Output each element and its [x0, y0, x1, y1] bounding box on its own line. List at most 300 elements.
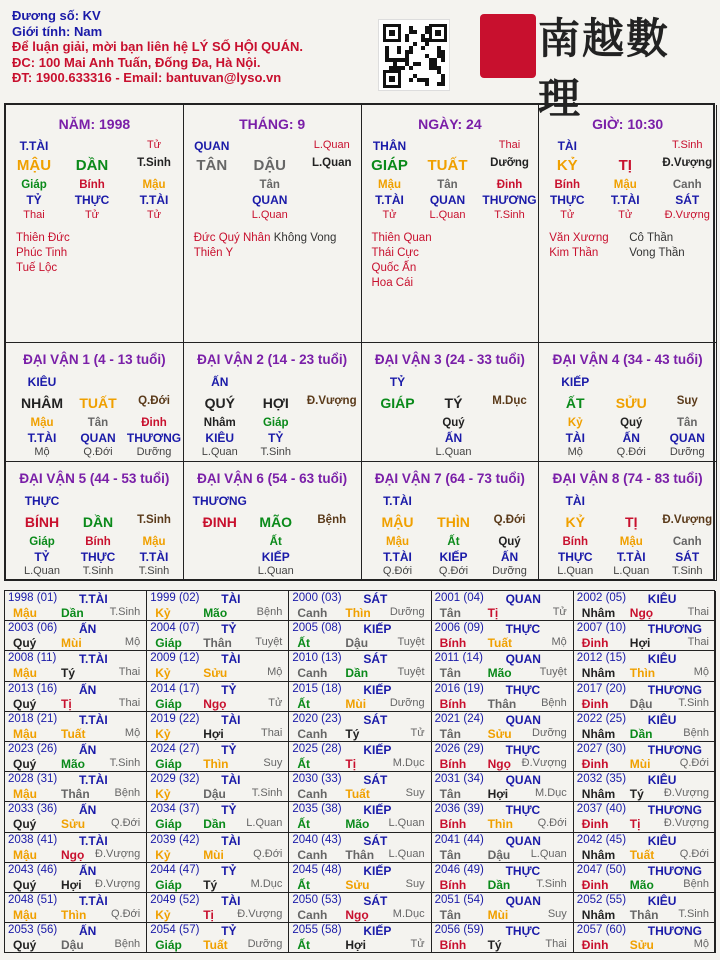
year-stem: Tân	[439, 787, 461, 802]
year-branch: Sửu	[345, 877, 370, 892]
year-life: Dưỡng	[532, 726, 567, 739]
year-life: Tử	[268, 696, 283, 709]
year-branch: Tị	[629, 817, 641, 832]
year-cell	[147, 712, 289, 742]
year-stem: Quý	[13, 696, 37, 711]
daivan-stem-1: Tân	[87, 417, 109, 429]
daivan-mid-1: TÝ	[444, 395, 463, 411]
year-cell	[5, 682, 147, 712]
year-stem: Kỷ	[155, 787, 171, 802]
phone-email-line: ĐT: 1900.633316 - Email: bantuvan@lyso.vn	[12, 70, 282, 85]
daivan-title: ĐẠI VẬN 1 (4 - 13 tuổi)	[23, 352, 166, 367]
star-list	[194, 231, 284, 261]
year-life: Q.Đới	[110, 908, 141, 920]
star: Tuế Lộc	[16, 262, 58, 274]
year-stem: Bính	[439, 817, 467, 832]
year-cell	[147, 802, 289, 832]
year-cell	[432, 591, 574, 621]
daivan-title: ĐẠI VẬN 5 (44 - 53 tuổi)	[19, 471, 170, 486]
year-god: THỰC	[505, 743, 541, 757]
pillar-mid-1: DẬU	[253, 157, 286, 174]
daivan-title: ĐẠI VẬN 3 (24 - 33 tuổi)	[374, 352, 525, 367]
year-cell	[574, 833, 716, 863]
year-label: 2006 (09)	[434, 622, 484, 635]
year-life: T.Sinh	[109, 757, 141, 769]
pillar-god-0: TỶ	[26, 193, 42, 207]
year-label: 2025 (28)	[292, 743, 342, 755]
year-stem: Kỷ	[155, 606, 171, 620]
year-branch: Thìn	[345, 606, 371, 620]
year-label: 2052 (55)	[576, 894, 627, 906]
pillar-2	[362, 105, 540, 343]
year-stem: Canh	[297, 847, 328, 862]
year-god: KIÊU	[647, 652, 677, 667]
year-life: Q.Đới	[110, 817, 141, 830]
daivan-title: ĐẠI VẬN 7 (64 - 73 tuổi)	[374, 471, 525, 486]
year-label: 1998 (01)	[8, 592, 58, 604]
year-stem: Tân	[439, 908, 461, 922]
year-branch: Sửu	[61, 817, 86, 832]
year-life: Tuyệt	[397, 636, 425, 649]
year-cell	[574, 712, 716, 742]
daivan-stem-1: Bính	[85, 536, 111, 548]
year-life: Suy	[405, 787, 425, 800]
year-stem: Ất	[297, 696, 311, 711]
daivan-6	[362, 462, 540, 581]
year-god: TÀI	[221, 712, 241, 727]
year-label: 2050 (53)	[292, 894, 342, 906]
year-god: TỶ	[221, 863, 237, 878]
pillar-mid-2: T.Sinh	[137, 157, 171, 169]
pillar-1	[184, 105, 362, 343]
daivan-god-1: TỶ	[268, 431, 284, 445]
year-branch: Thân	[629, 908, 659, 922]
year-stem: Nhâm	[581, 726, 616, 741]
year-god: THỰC	[505, 924, 541, 939]
year-branch: Thìn	[61, 908, 87, 922]
pillar-stem-1: Bính	[79, 179, 105, 191]
year-god: SÁT	[363, 592, 388, 606]
year-life: Thai	[118, 696, 141, 709]
year-branch: Dậu	[629, 696, 653, 711]
year-label: 2041 (44)	[434, 833, 484, 846]
year-label: 2004 (07)	[150, 622, 200, 635]
brand-title: 南越數理	[538, 14, 671, 123]
daivan-5	[184, 462, 362, 581]
year-god: ẤN	[79, 863, 97, 878]
year-branch: Ngọ	[629, 606, 654, 620]
year-cell	[432, 772, 574, 802]
star: Thiên Y	[193, 247, 234, 259]
year-cell	[5, 772, 147, 802]
year-branch: Ngọ	[203, 696, 227, 711]
year-life: Bệnh	[541, 696, 567, 709]
year-label: 2054 (57)	[150, 924, 200, 937]
year-stem: Mậu	[13, 606, 37, 620]
daivan-mid-0: NHÂM	[21, 395, 63, 411]
daivan-mid-2: Suy	[676, 395, 698, 407]
daivan-god-1: T.TÀI	[616, 550, 646, 564]
year-branch: Thân	[345, 847, 375, 862]
year-life: Thai	[118, 666, 141, 679]
pillar-title: NGÀY: 24	[418, 116, 482, 132]
year-god: ẤN	[79, 622, 97, 637]
year-branch: Hợi	[345, 938, 366, 953]
year-cell	[574, 923, 716, 953]
year-branch: Mùi	[629, 757, 651, 771]
year-stem: Nhâm	[581, 908, 616, 922]
year-stem: Bính	[439, 757, 467, 771]
year-label: 2005 (08)	[292, 622, 342, 635]
daivan-god-2: T.TÀI	[139, 550, 169, 564]
daivan-stem-2: Quý	[498, 536, 521, 548]
year-branch: Thìn	[203, 757, 229, 771]
year-stem: Bính	[439, 636, 467, 651]
year-life: Q.Đới	[537, 817, 567, 830]
year-life: Tuyệt	[539, 666, 567, 679]
pillar-stem-1: Mậu	[613, 179, 637, 191]
year-stem: Đinh	[581, 696, 609, 711]
year-stem: Quý	[13, 938, 37, 953]
year-branch: Tý	[203, 877, 218, 892]
year-god: SÁT	[363, 833, 388, 848]
year-cell	[432, 712, 574, 742]
star-list	[549, 231, 639, 261]
daivan-mid-2: Q.Đới	[493, 514, 526, 526]
pillar-life-2: T.Sinh	[494, 209, 525, 221]
year-label: 2043 (46)	[8, 863, 58, 876]
year-branch: Tuất	[61, 726, 86, 741]
year-stem: Bính	[439, 696, 467, 711]
year-branch: Mùi	[61, 636, 82, 651]
year-life: Bệnh	[683, 726, 709, 739]
pillar-title: NĂM: 1998	[58, 116, 131, 132]
year-label: 2001 (04)	[434, 592, 484, 604]
daivan-stem-0: Nhâm	[203, 417, 236, 429]
year-god: T.TÀI	[79, 773, 108, 788]
daivan-stem-1: Mậu	[619, 536, 643, 548]
year-cell	[147, 893, 289, 923]
year-branch: Dần	[487, 877, 511, 892]
pillar-god-2: SÁT	[675, 193, 700, 207]
pillar-3	[539, 105, 717, 343]
year-cell	[574, 682, 716, 712]
year-branch: Hợi	[629, 636, 651, 651]
year-cell	[289, 893, 431, 923]
pillar-mid-0: TÂN	[196, 157, 228, 174]
year-cell	[147, 621, 289, 651]
year-cell	[5, 651, 147, 681]
year-cell	[574, 742, 716, 772]
daivan-stem-1: Quý	[442, 417, 465, 429]
year-life: Mộ	[124, 636, 141, 649]
year-god: KIÊU	[647, 894, 677, 908]
year-life: Mộ	[693, 666, 709, 679]
daivan-top: T.TÀI	[383, 494, 412, 508]
daivan-god-0: KIÊU	[205, 431, 235, 445]
daivan-life-1: L.Quan	[257, 565, 294, 577]
year-life: Mộ	[267, 666, 283, 679]
year-life: Đ.Vượng	[95, 877, 141, 890]
daivan-life-2: Dưỡng	[492, 565, 527, 577]
year-god: THƯƠNG	[647, 622, 702, 637]
year-label: 2011 (14)	[434, 652, 483, 665]
year-stem: Đinh	[581, 817, 609, 832]
year-cell	[574, 802, 716, 832]
year-god: ẤN	[79, 743, 97, 757]
year-life: T.Sinh	[251, 787, 283, 800]
year-life: Thai	[687, 606, 709, 618]
year-god: QUAN	[505, 894, 541, 908]
year-life: Bệnh	[683, 877, 709, 890]
year-life: T.Sinh	[536, 877, 567, 890]
pillar-mid-1: TỊ	[618, 157, 632, 174]
year-cell	[432, 682, 574, 712]
year-life: Dưỡng	[389, 696, 425, 709]
pillar-god-1: THỰC	[74, 193, 110, 207]
year-branch: Dần	[629, 726, 653, 741]
daivan-stem-1: Ất	[447, 536, 460, 548]
year-god: THƯƠNG	[647, 682, 702, 697]
pillar-mid-2: Đ.Vượng	[662, 157, 713, 169]
daivan-god-2: QUAN	[669, 431, 705, 445]
daivan-god-0: THỰC	[557, 550, 593, 564]
year-life: Suy	[405, 877, 425, 890]
daivan-title: ĐẠI VẬN 6 (54 - 63 tuổi)	[197, 471, 348, 486]
daivan-7	[539, 462, 717, 581]
year-branch: Tý	[345, 726, 360, 741]
pillar-life-1: L.Quan	[251, 209, 288, 221]
star: Không Vong	[273, 232, 337, 244]
year-label: 2055 (58)	[292, 924, 342, 937]
year-cell	[5, 591, 147, 621]
daivan-top: TỶ	[389, 375, 406, 389]
year-life: Tử	[410, 726, 425, 739]
year-branch: Dậu	[203, 787, 226, 802]
year-life: L.Quan	[530, 847, 567, 860]
year-cell	[147, 591, 289, 621]
year-god: TÀI	[221, 773, 241, 788]
qr-code-icon	[378, 19, 450, 91]
year-label: 2034 (37)	[150, 803, 200, 816]
daivan-god-1: KIẾP	[261, 550, 290, 564]
owner-name: Đương số: KV	[12, 8, 101, 23]
year-life: Thai	[545, 938, 567, 951]
daivan-life-1: Q.Đới	[438, 565, 469, 577]
year-branch: Mùi	[345, 696, 367, 711]
year-label: 2051 (54)	[434, 894, 484, 906]
year-branch: Hợi	[487, 787, 509, 802]
year-branch: Tuất	[629, 847, 655, 862]
year-label: 2018 (21)	[8, 712, 58, 725]
daivan-god-0: T.TÀI	[383, 550, 412, 564]
daivan-god-0: T.TÀI	[27, 431, 57, 445]
year-god: TỶ	[221, 743, 237, 757]
star-list-2	[629, 231, 713, 261]
pillar-life-1: Tử	[618, 209, 633, 221]
pillar-stem-0: Giáp	[21, 179, 47, 191]
daivan-god-2: SÁT	[675, 550, 700, 564]
year-god: TÀI	[221, 894, 241, 908]
star: Phúc Tinh	[16, 247, 68, 259]
pillar-life-0: Thai	[23, 209, 45, 221]
year-stem: Kỷ	[155, 908, 171, 922]
year-cell	[147, 682, 289, 712]
year-god: ẤN	[79, 803, 97, 818]
year-branch: Sửu	[203, 666, 228, 681]
year-god: TỶ	[221, 924, 237, 939]
daivan-life-2: Dưỡng	[669, 446, 705, 458]
year-branch: Thân	[203, 636, 232, 651]
year-branch: Mão	[487, 666, 512, 681]
year-life: Dưỡng	[247, 938, 283, 951]
year-life: Đ.Vượng	[237, 908, 283, 920]
year-stem: Giáp	[155, 696, 182, 711]
year-stem: Ất	[297, 877, 311, 892]
year-branch: Thân	[487, 696, 517, 711]
year-god: KIẾP	[363, 803, 392, 818]
year-branch: Thìn	[487, 817, 513, 832]
year-cell	[432, 802, 574, 832]
year-life: Mộ	[124, 726, 141, 739]
year-cell	[147, 863, 289, 893]
year-label: 2026 (29)	[434, 743, 484, 755]
year-label: 2013 (16)	[8, 682, 58, 695]
star: Văn Xương	[549, 232, 609, 244]
pillar-top-2: L.Quan	[313, 139, 350, 151]
daivan-god-1: THỰC	[80, 550, 116, 564]
year-god: KIẾP	[363, 863, 392, 878]
year-label: 1999 (02)	[150, 592, 200, 604]
year-branch: Dần	[345, 666, 369, 681]
pillar-life-0: Tử	[560, 209, 575, 221]
year-stem: Kỷ	[155, 666, 171, 681]
daivan-stem-2: Mậu	[142, 536, 166, 548]
year-branch: Tị	[203, 908, 214, 922]
year-label: 2030 (33)	[292, 773, 342, 786]
star: Thiên Quan	[371, 232, 432, 244]
daivan-life-2: T.Sinh	[138, 565, 170, 577]
year-label: 2008 (11)	[8, 652, 57, 665]
pillar-god-0: THỰC	[549, 193, 585, 207]
year-cell	[147, 833, 289, 863]
year-label: 2003 (06)	[8, 622, 58, 635]
year-god: THƯƠNG	[647, 803, 702, 818]
year-cell	[432, 923, 574, 953]
year-stem: Mậu	[13, 726, 37, 741]
year-branch: Mão	[203, 606, 228, 620]
pillar-mid-0: MẬU	[16, 157, 52, 174]
year-label: 2037 (40)	[576, 803, 627, 816]
year-life: Đ.Vượng	[95, 847, 141, 860]
gender: Giới tính: Nam	[12, 23, 103, 39]
year-stem: Tân	[439, 666, 461, 681]
year-god: T.TÀI	[79, 712, 108, 727]
daivan-mid-1: SỬU	[615, 395, 647, 411]
daivan-mid-0: BÍNH	[24, 514, 60, 530]
daivan-2	[362, 343, 540, 462]
year-life: T.Sinh	[109, 606, 141, 618]
pillar-mid-2: Dưỡng	[490, 157, 529, 169]
pillar-stem-0: Mậu	[378, 179, 401, 191]
year-cell	[5, 923, 147, 953]
year-cell	[574, 651, 716, 681]
daivan-mid-2: M.Dục	[492, 395, 527, 407]
year-life: Suy	[263, 757, 283, 769]
year-label: 2028 (31)	[8, 773, 58, 786]
year-label: 2027 (30)	[576, 743, 627, 755]
daivan-mid-2: Đ.Vượng	[662, 514, 713, 526]
year-cell	[432, 651, 574, 681]
pillar-stem-2: Canh	[672, 179, 702, 191]
pillar-stem-2: Mậu	[142, 179, 166, 191]
year-god: KIÊU	[647, 833, 677, 848]
year-branch: Tị	[61, 696, 72, 711]
year-god: THƯƠNG	[647, 863, 702, 878]
pillar-top-0: QUAN	[194, 139, 230, 153]
year-cell	[289, 833, 431, 863]
year-cell	[432, 621, 574, 651]
year-stem: Quý	[13, 817, 37, 832]
year-cell	[289, 712, 431, 742]
year-stem: Canh	[297, 787, 328, 802]
star: Kim Thần	[549, 247, 599, 259]
pillar-life-2: Đ.Vượng	[664, 209, 710, 221]
year-label: 2049 (52)	[150, 894, 200, 906]
year-life: M.Dục	[535, 787, 567, 800]
pillar-stem-1: Tân	[259, 179, 280, 191]
year-stem: Ất	[297, 938, 311, 953]
daivan-life-1: Q.Đới	[616, 446, 646, 458]
daivan-god-1: ẤN	[444, 431, 463, 445]
year-label: 2042 (45)	[576, 833, 627, 846]
year-cell	[147, 651, 289, 681]
year-life: Bệnh	[114, 787, 141, 800]
year-stem: Bính	[439, 938, 467, 953]
year-god: THƯƠNG	[647, 924, 702, 939]
year-stem: Nhâm	[581, 787, 616, 802]
year-stem: Nhâm	[581, 606, 616, 620]
year-god: TÀI	[221, 833, 241, 848]
daivan-life-2: Dưỡng	[136, 446, 172, 458]
daivan-mid-2: T.Sinh	[137, 514, 171, 526]
daivan-stem-0: Bính	[562, 536, 589, 548]
year-cell	[289, 802, 431, 832]
year-god: QUAN	[505, 592, 541, 606]
year-stem: Giáp	[155, 817, 182, 832]
daivan-god-0: TỶ	[34, 550, 50, 564]
pillar-top-0: TÀI	[557, 139, 577, 153]
year-god: ẤN	[79, 682, 97, 697]
year-god: KIẾP	[363, 682, 392, 697]
daivan-4	[6, 462, 184, 581]
pillar-title: GIỜ: 10:30	[592, 116, 664, 132]
pillar-top-2: Tử	[146, 139, 162, 151]
year-god: SÁT	[363, 894, 388, 908]
year-cell	[5, 833, 147, 863]
year-god: THƯƠNG	[647, 743, 702, 757]
year-stem: Canh	[297, 908, 328, 922]
star: Cô Thần	[629, 232, 674, 244]
year-life: Q.Đới	[679, 757, 709, 769]
year-stem: Tân	[439, 606, 461, 620]
year-branch: Mão	[345, 817, 370, 832]
daivan-mid-0: ĐINH	[202, 514, 237, 530]
pillar-mid-0: KỶ	[556, 157, 578, 174]
year-cell	[432, 893, 574, 923]
year-stem: Mậu	[13, 847, 37, 862]
year-label: 2056 (59)	[434, 924, 484, 937]
